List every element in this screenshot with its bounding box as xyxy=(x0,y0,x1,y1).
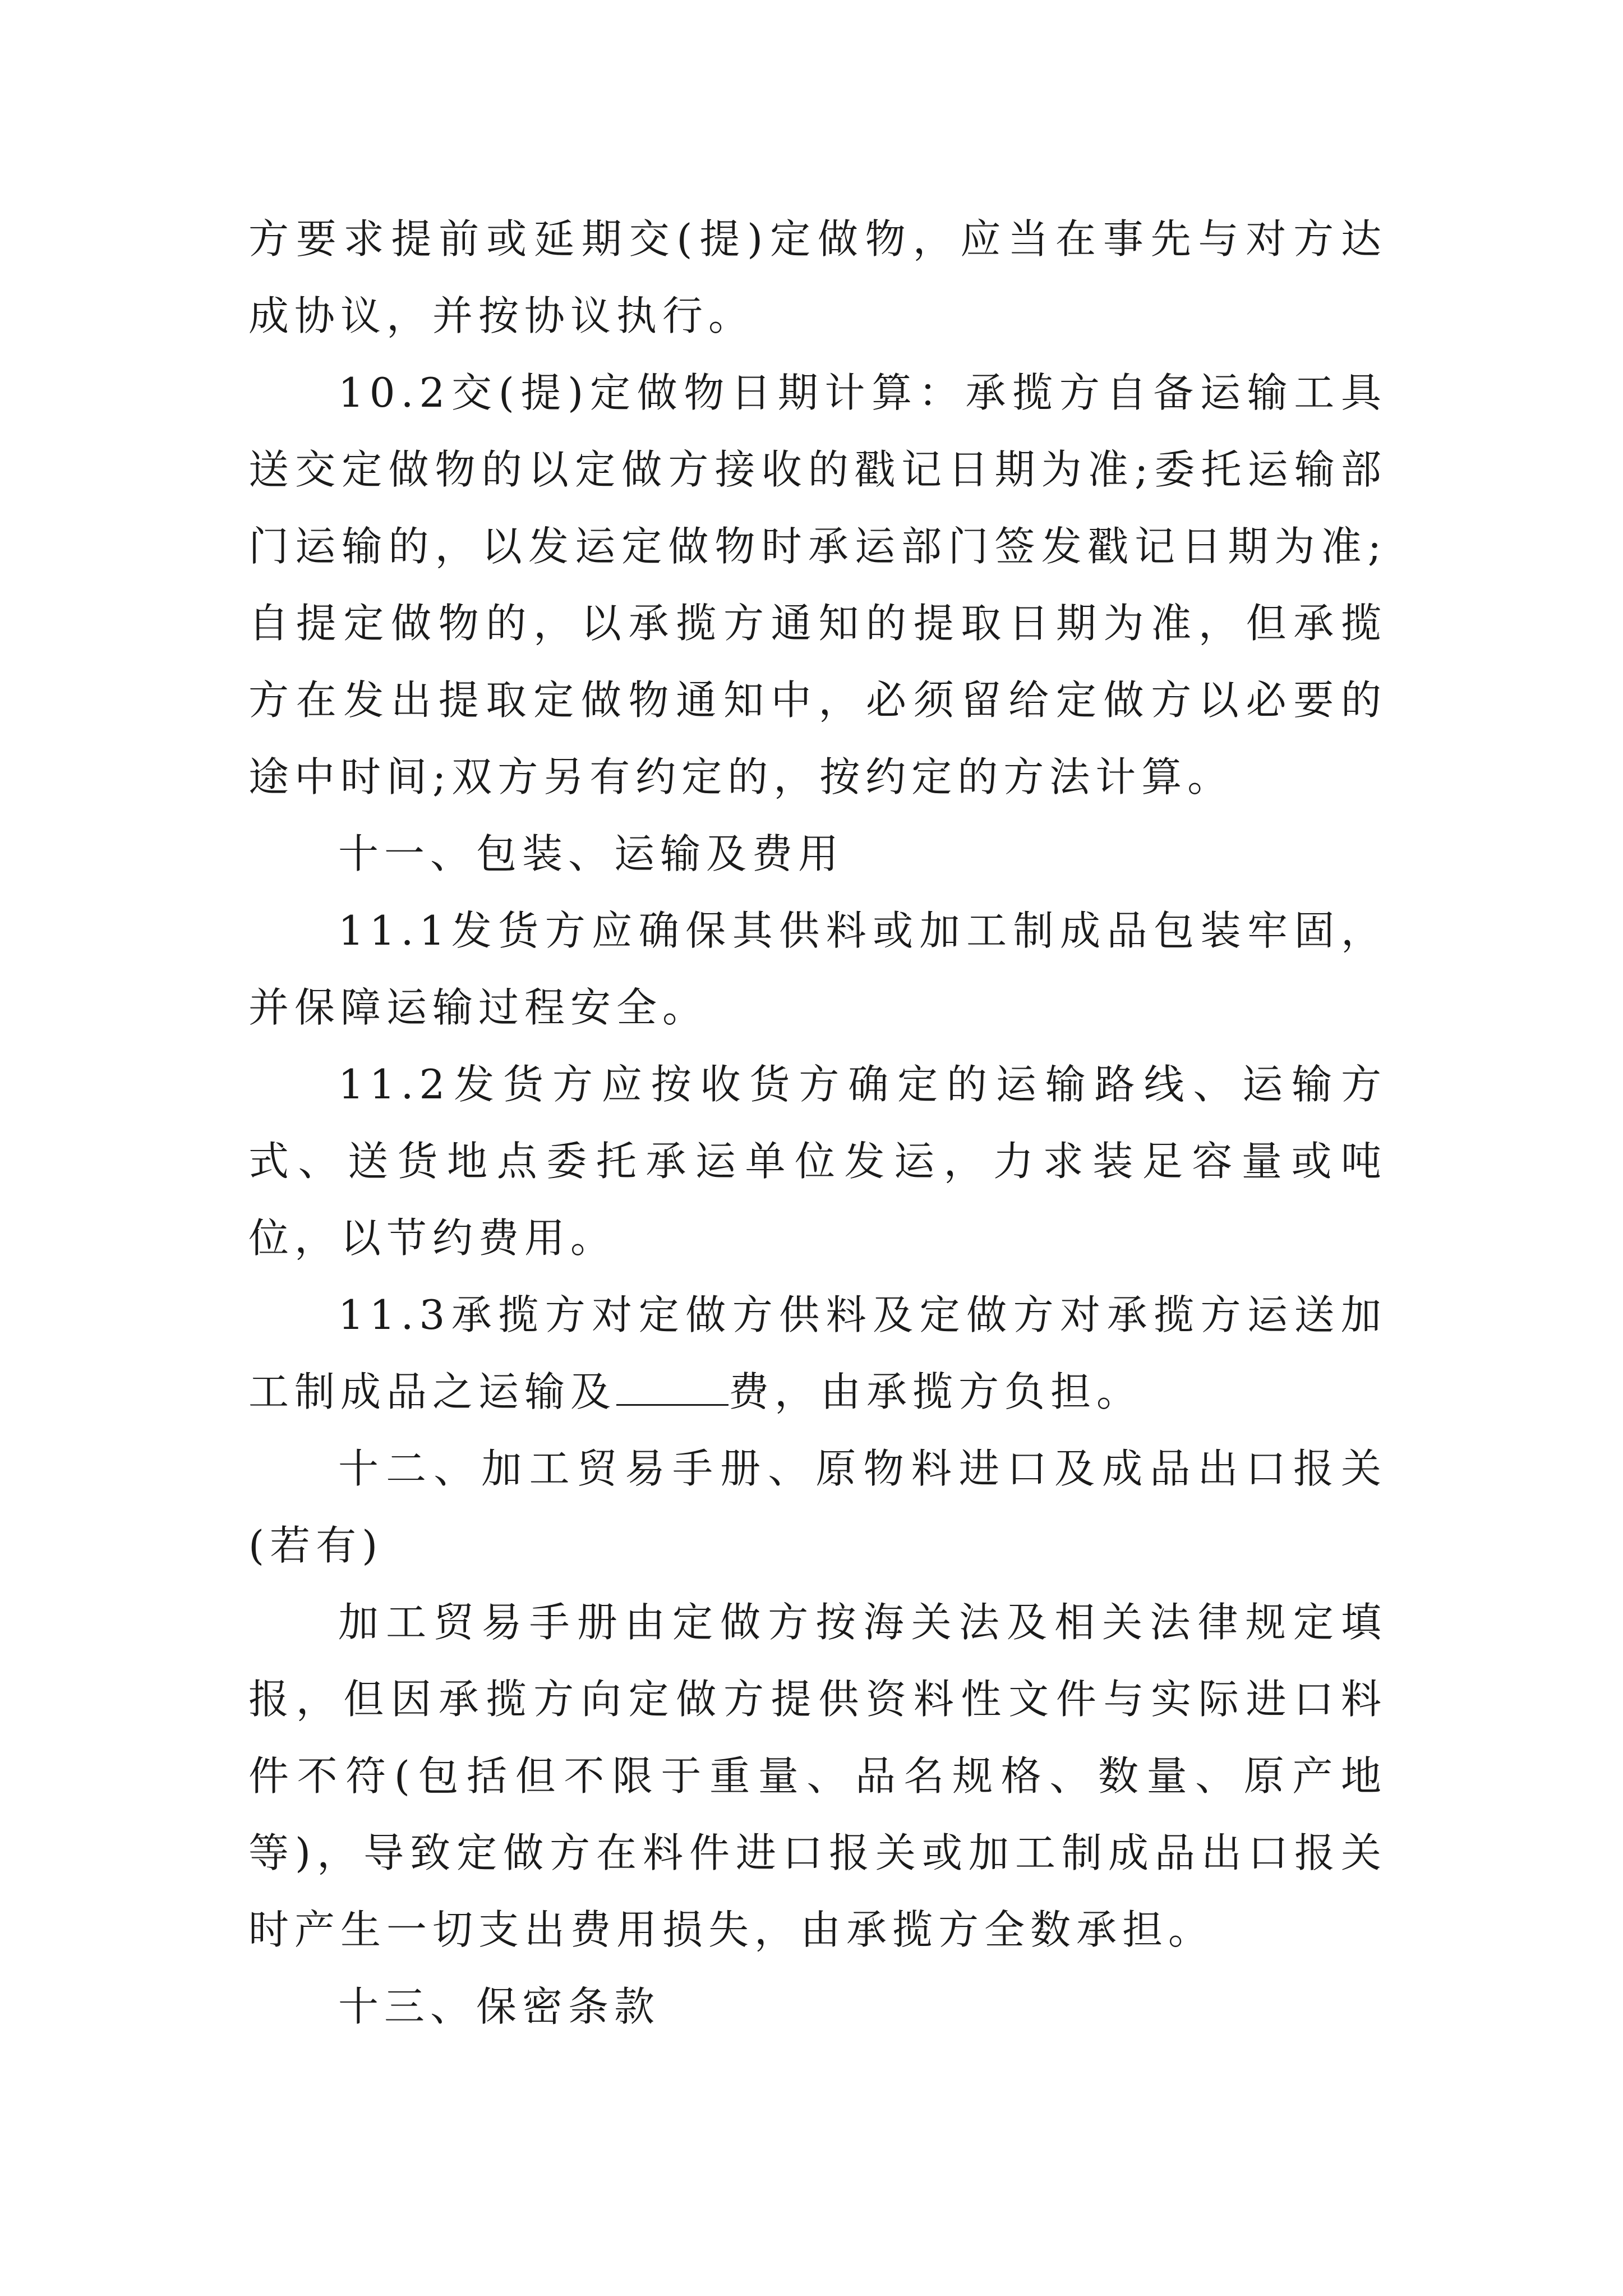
paragraph-11-3-before: 11.3承揽方对定做方供料及定做方对承揽方运送加工制成品之运输及 xyxy=(248,1291,1387,1415)
document-body xyxy=(248,201,1387,2045)
paragraph-10-2: 10.2交(提)定做物日期计算：承揽方自备运输工具送交定做物的以定做方接收的戳记日期为准;委托运输部门运输的，以发运定做物时承运部门签发戳记日期为准;自提定做物的，以承揽方通知的提取日期为准，但承揽方在发出提取定做物通知中，必须留给定做方以必要的途中时间;双方另有约定的，按约定的方法计算。 xyxy=(248,369,1387,800)
paragraph-continuation: 方要求提前或延期交(提)定做物，应当在事先与对方达成协议，并按协议执行。 xyxy=(248,215,1387,339)
paragraph-11-1: 11.1发货方应确保其供料或加工制成品包装牢固，并保障运输过程安全。 xyxy=(248,907,1387,1031)
paragraph-11-2: 11.2发货方应按收货方确定的运输路线、运输方式、送货地点委托承运单位发运，力求装足容量或吨位，以节约费用。 xyxy=(248,1061,1387,1262)
section-heading-11: 十一、包装、运输及费用 xyxy=(338,830,845,877)
paragraph-11-3 xyxy=(248,1277,1387,1430)
paragraph-11-3-after: 费，由承揽方负担。 xyxy=(728,1368,1143,1415)
paragraph-12-body: 加工贸易手册由定做方按海关法及相关法律规定填报，但因承揽方向定做方提供资料性文件与实际进口料件不符(包括但不限于重量、品名规格、数量、原产地等)，导致定做方在料件进口报关或加工制成品出口报关时产生一切支出费用损失，由承揽方全数承担。 xyxy=(248,1599,1387,1953)
section-heading-13: 十三、保密条款 xyxy=(338,1983,661,2030)
fill-in-blank xyxy=(616,1370,728,1406)
section-heading-12: 十二、加工贸易手册、原物料进口及成品出口报关(若有) xyxy=(248,1445,1387,1569)
